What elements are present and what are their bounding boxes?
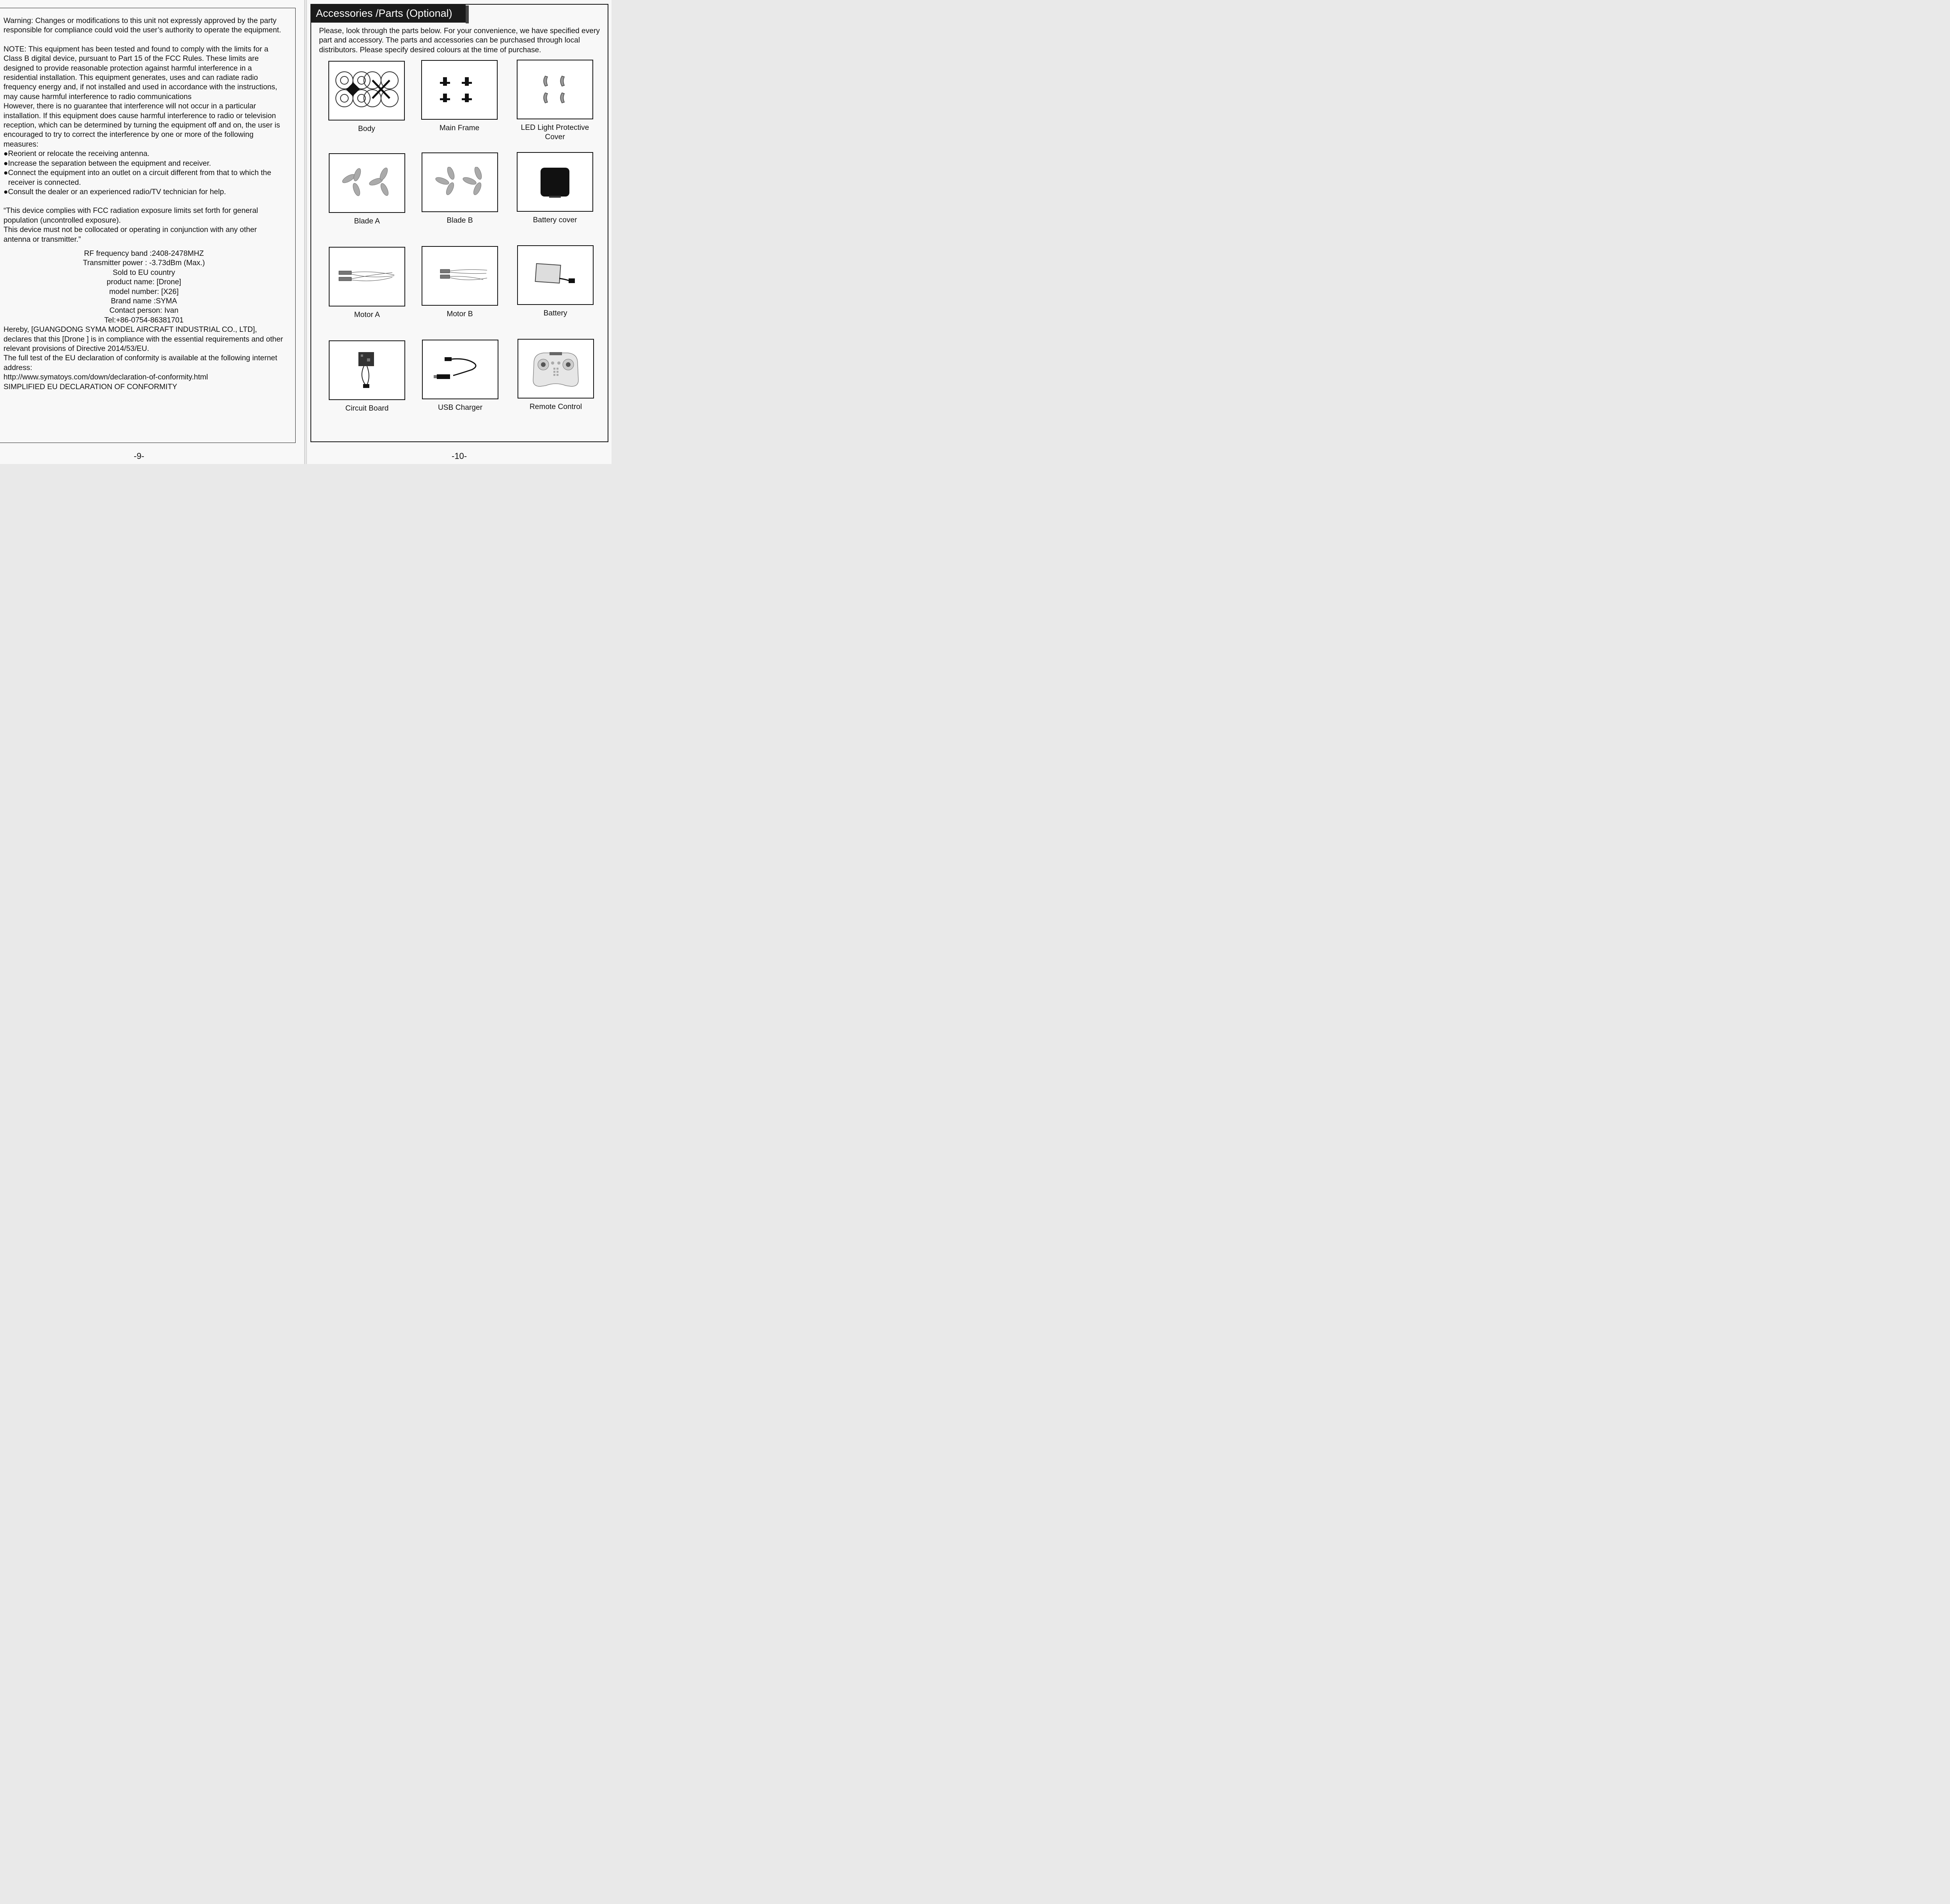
part-label: USB Charger xyxy=(438,404,483,412)
guarantee-paragraph: However, there is no guarantee that interference will not occur in a particular installation. If this equipment does cause harmful interference to radio or television reception, which can be determined by turning the equipment off and on, the user is encouraged to try to correct the interference by one or more of the following measures: xyxy=(4,102,280,149)
warning-paragraph: Warning: Changes or modifications to this unit not expressly approved by the party responsible for compliance could void the user’s authority to operate the equipment. xyxy=(4,17,281,35)
spec-line: Brand name :SYMA xyxy=(111,297,177,305)
part-label: Circuit Board xyxy=(345,404,389,413)
part-label: Body xyxy=(358,125,375,133)
part-circuit-board xyxy=(329,340,405,413)
circuit-board-icon xyxy=(351,349,383,392)
blade-b-icon xyxy=(431,167,489,198)
part-label: LED Light Protective Cover xyxy=(521,124,589,141)
part-blade-a xyxy=(329,153,405,226)
page-number: -10- xyxy=(452,451,467,461)
part-usb-charger xyxy=(422,340,498,413)
section-title: Accessories /Parts (Optional) xyxy=(310,4,466,23)
declaration-url: http://www.symatoys.com/down/declaration-of-conformity.html xyxy=(4,373,208,382)
page-number: -9- xyxy=(134,451,144,461)
part-led-cover xyxy=(517,60,593,142)
blade-a-icon xyxy=(338,168,396,199)
part-remote-control xyxy=(518,339,594,412)
measure-item: ●Reorient or relocate the receiving antenna. xyxy=(4,150,150,158)
declaration-availability: The full test of the EU declaration of conformity is available at the following internet address: xyxy=(4,354,277,372)
left-page xyxy=(0,0,304,464)
measure-item: ●Consult the dealer or an experienced radio/TV technician for help. xyxy=(4,188,226,196)
note-paragraph: NOTE: This equipment has been tested and found to comply with the limits for a Class B digital device, pursuant to Part 15 of the FCC Rules. These limits are designed to provide reasonable protection against harmful interference in a residential installation. This equipment generates, uses and can radiate radio frequency energy and, if not installed and used in accordance with the instructions, may cause harmful interference to radio communications xyxy=(4,45,277,101)
rf-exposure-statement: “This device complies with FCC radiation exposure limits set forth for general population (uncontrolled exposure). xyxy=(4,207,258,225)
led-cover-icon xyxy=(535,70,574,109)
battery-cover-icon xyxy=(537,165,573,200)
part-motor-b xyxy=(422,246,498,319)
part-label: Main Frame xyxy=(439,124,480,132)
part-motor-a xyxy=(329,247,405,320)
part-battery-cover xyxy=(517,152,593,225)
spec-line: Sold to EU country xyxy=(113,268,175,277)
compliance-text xyxy=(4,16,284,392)
part-label: Remote Control xyxy=(529,403,582,411)
part-label: Motor B xyxy=(447,310,473,318)
declaration-paragraph: Hereby, [GUANGDONG SYMA MODEL AIRCRAFT INDUSTRIAL CO., LTD], declares that this [Drone ] is in compliance with the essential requirements and other relevant provisions of Directive 2014/53/EU. xyxy=(4,326,283,353)
part-body xyxy=(328,61,405,134)
part-battery xyxy=(517,245,594,318)
measure-item: ●Increase the separation between the equipment and receiver. xyxy=(4,159,211,168)
part-label: Battery cover xyxy=(533,216,577,224)
product-specs xyxy=(7,249,280,325)
collocation-statement: This device must not be collocated or operating in conjunction with any other antenna or transmitter.” xyxy=(4,226,257,244)
part-label: Blade B xyxy=(447,216,473,225)
battery-icon xyxy=(532,260,579,291)
part-label: Motor A xyxy=(354,311,380,319)
usb-charger-icon xyxy=(433,354,488,385)
book-gutter xyxy=(304,0,307,464)
main-frame-icon xyxy=(436,73,483,108)
spec-line: product name: [Drone] xyxy=(106,278,181,287)
remote-control-icon xyxy=(528,347,583,390)
spec-line: Contact person: Ivan xyxy=(109,306,179,315)
parts-intro: Please, look through the parts below. For your convenience, we have specified every part and accessory. The parts and accessories can be purchased through local distributors. Please specify desired colours at the time of purchase. xyxy=(319,27,600,54)
drone-body-icon xyxy=(333,69,400,112)
spec-line: Transmitter power : -3.73dBm (Max.) xyxy=(83,259,205,267)
motor-b-icon xyxy=(429,266,491,286)
spec-line: RF frequency band :2408-2478MHZ xyxy=(84,249,204,258)
measure-item: ●Connect the equipment into an outlet on a circuit different from that to which the receiver is connected. xyxy=(4,169,271,187)
right-page xyxy=(307,0,612,464)
part-label: Battery xyxy=(543,309,567,317)
motor-a-icon xyxy=(336,267,398,287)
declaration-heading: SIMPLIFIED EU DECLARATION OF CONFORMITY xyxy=(4,383,177,391)
part-main-frame xyxy=(421,60,498,133)
spec-line: model number: [X26] xyxy=(109,287,179,296)
part-label: Blade A xyxy=(354,217,380,225)
part-blade-b xyxy=(422,152,498,225)
spec-line: Tel:+86-0754-86381701 xyxy=(104,316,184,324)
